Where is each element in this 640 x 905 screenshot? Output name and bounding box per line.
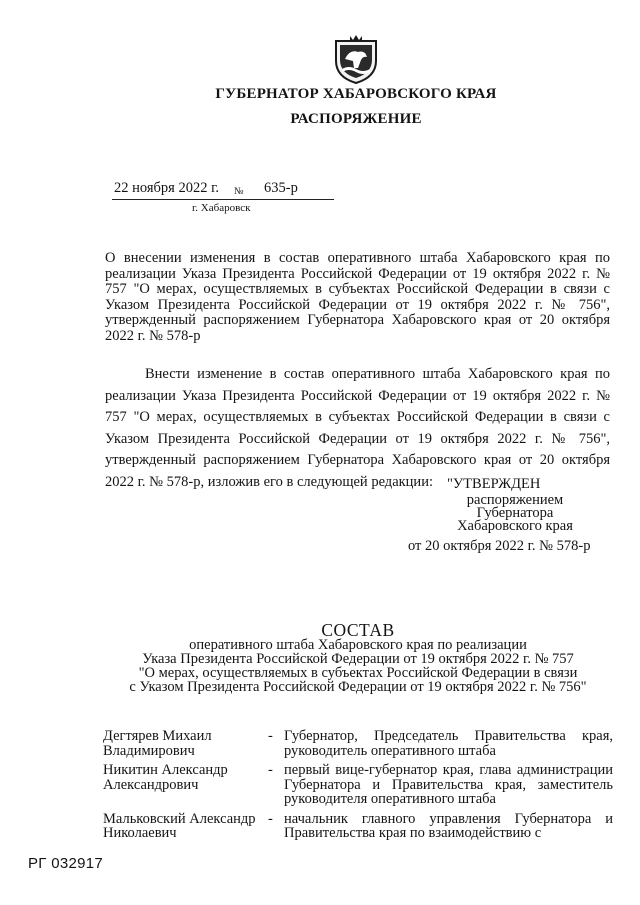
member-dash: -: [268, 810, 273, 827]
composition-line: с Указом Президента Российской Федерации от 19 октября 2022 г. № 756": [129, 679, 587, 695]
number-underline: [257, 199, 334, 200]
approval-line-1: распоряжением: [466, 492, 564, 508]
document-type-heading: РАСПОРЯЖЕНИЕ: [290, 111, 422, 127]
member-name: Мальковский Александр Николаевич: [103, 810, 256, 841]
approval-date: от 20 октября 2022 г. № 578-р: [408, 538, 591, 554]
document-subject: О внесении изменения в состав оперативного штаба Хабаровского края по реализации Указа Президента Российской Федерации от 19 октября 2022 г. № 757 "О мерах, осуществляемых в субъектах Российской Федерации в связи с Указом Президента Российской Федерации от 19 октября 2022 г. № 756", утвержденный распоряжением Губернатора Хабаровского края от 20 октября 2022 г. № 578-р: [105, 250, 610, 344]
document-date: 22 ноября 2022 г.: [114, 180, 220, 196]
form-serial-number: РГ 032917: [28, 855, 104, 872]
composition-line: оперативного штаба Хабаровского края по реализации: [189, 637, 527, 653]
member-row: [103, 812, 613, 841]
member-role: Губернатор, Председатель Правительства края, руководитель оперативного штаба: [284, 728, 613, 759]
member-row: [103, 763, 613, 807]
date-underline: [112, 199, 257, 200]
member-dash: -: [268, 728, 273, 744]
coat-of-arms-emblem-icon: [330, 33, 382, 85]
document-city: г. Хабаровск: [192, 202, 251, 214]
member-name: Никитин Александр Александрович: [103, 762, 228, 793]
composition-description: [80, 638, 636, 694]
composition-line: Указа Президента Российской Федерации от 19 октября 2022 г. № 757: [142, 651, 574, 667]
approval-line-3: Хабаровского края: [457, 518, 573, 534]
document-body: Внести изменение в состав оперативного штаба Хабаровского края по реализации Указа Президента Российской Федерации от 19 октября 2022 г. № 757 "О мерах, осуществляемых в субъектах Российской Федерации в связи с Указом Президента Российской Федерации от 19 октября 2022 г. № 756", утвержденный распоряжением Губернатора Хабаровского края от 20 октября 2022 г. № 578-р, изложив его в следующей редакции:: [105, 366, 610, 490]
approval-line-2: Губернатора: [476, 505, 554, 521]
composition-line: "О мерах, осуществляемых в субъектах Российской Федерации в связи: [138, 665, 578, 681]
member-name: Дегтярев Михаил Владимирович: [103, 728, 212, 759]
member-dash: -: [268, 762, 273, 778]
approval-title: "УТВЕРЖДЕН: [447, 476, 541, 492]
member-role: начальник главного управления Губернатора и Правительства края по взаимодействию с: [284, 810, 613, 841]
member-row: [103, 729, 613, 758]
issuer-heading: ГУБЕРНАТОР ХАБАРОВСКОГО КРАЯ: [215, 86, 497, 102]
composition-title: СОСТАВ: [321, 620, 395, 640]
document-number: 635-р: [264, 180, 298, 196]
members-list: [103, 729, 613, 846]
member-role: первый вице-губернатор края, глава администрации Губернатора и Правительства края, заместитель руководителя оперативного штаба: [284, 762, 613, 807]
number-sign: №: [234, 186, 244, 197]
